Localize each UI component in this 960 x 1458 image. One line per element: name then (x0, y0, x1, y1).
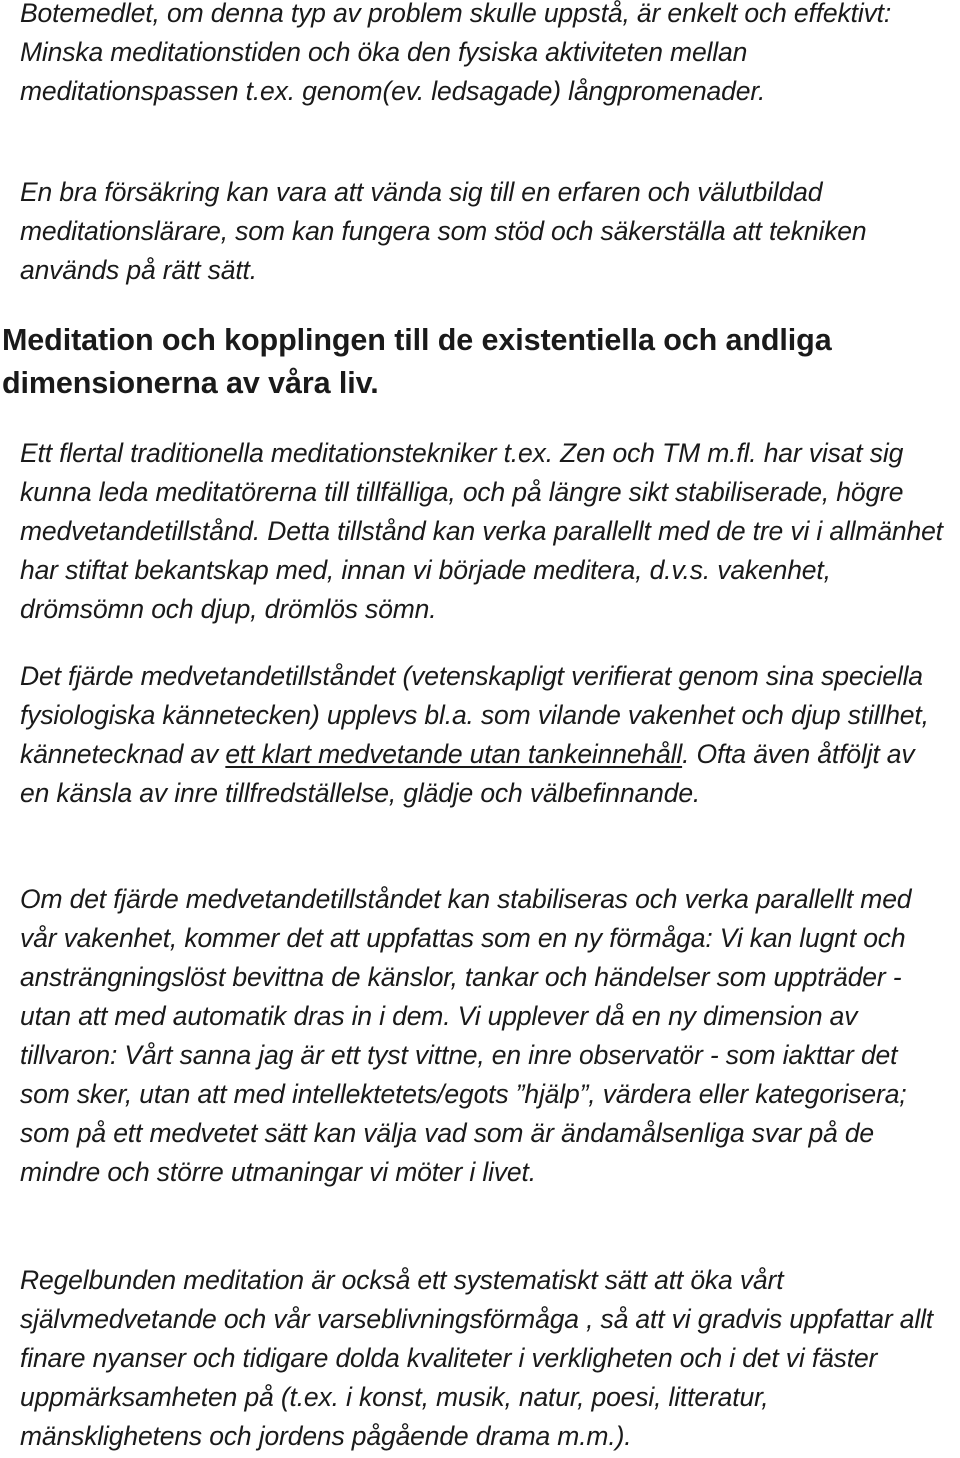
fourth-state-text-start: Det fjärde medvetandetillståndet (vetenskapligt verifierat genom sina speciella fysiologiska kännetecken) upplevs bl.a. som vilande vakenhet och djup stillhet, kännetecknad av (20, 661, 929, 769)
fourth-state-text-end: . Ofta även åtföljt av en känsla av inre tillfredställelse, glädje och välbefinnande. (20, 739, 915, 808)
paragraph-witness-consciousness: Om det fjärde medvetandetillståndet kan stabiliseras och verka parallellt med vår vakenhet, kommer det att uppfattas som en ny förmåga: Vi kan lugnt och ansträngningslöst bevittna de känslor, tankar och händelser som uppträder - utan att med automatik dras in i dem. Vi upplever då en ny dimension av tillvaron: Vårt sanna jag är ett tyst vittne, en inre observatör - som iakttar det som sker, utan att med intellektetets/egots ”hjälp”, värdera eller kategorisera; som på ett medvetet sätt kan välja vad som är ändamålsenliga svar på de mindre och större utmaningar vi möter i livet. (20, 884, 912, 1187)
paragraph-remedy: Botemedlet, om denna typ av problem skulle uppstå, är enkelt och effektivt: Minska meditationstiden och öka den fysiska aktiviteten mellan meditationspassen t.ex. genom(ev. ledsagade) långpromenader. (20, 0, 892, 106)
section-heading: Meditation och kopplingen till de existentiella och andliga dimensionerna av våra liv. (2, 323, 832, 400)
paragraph-teacher-advice: En bra försäkring kan vara att vända sig till en erfaren och välutbildad meditationslärare, som kan fungera som stöd och säkerställa att tekniken används på rätt sätt. (20, 177, 867, 285)
paragraph-fourth-state (20, 657, 950, 813)
underlined-phrase: ett klart medvetande utan tankeinnehåll (225, 739, 683, 769)
paragraph-meditation-techniques: Ett flertal traditionella meditationstekniker t.ex. Zen och TM m.fl. har visat sig kunna leda meditatörerna till tillfälliga, och på längre sikt stabiliserade, högre medvetandetillstånd. Detta tillstånd kan verka parallellt med de tre vi i allmänhet har stiftat bekantskap med, innan vi började meditera, d.v.s. vakenhet, drömsömn och djup, drömlös sömn. (20, 438, 943, 624)
paragraph-self-awareness: Regelbunden meditation är också ett systematiskt sätt att öka vårt självmedvetande och vår varseblivningsförmåga , så att vi gradvis uppfattar allt finare nyanser och tidigare dolda kvaliteter i verkligheten och i det vi fäster uppmärksamheten på (t.ex. i konst, musik, natur, poesi, litteratur, mänsklighetens och jordens pågående drama m.m.). (20, 1265, 934, 1451)
